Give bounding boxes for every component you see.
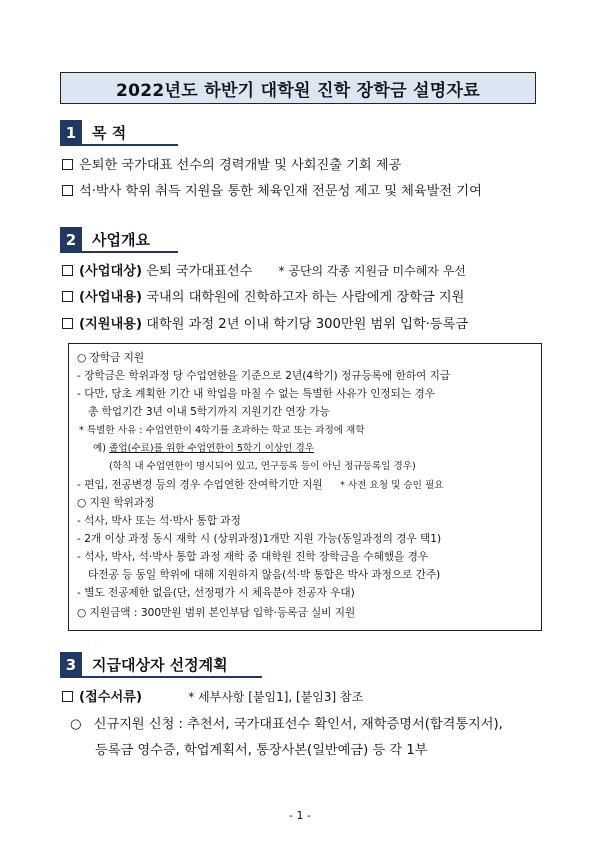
checkbox-icon	[62, 691, 73, 702]
details-box: ○ 장학금 지원 - 장학금은 학위과정 당 수업연한을 기준으로 2년(4학기) 정규등록에 한하여 지급 - 다만, 당초 계획한 기간 내 학업을 마칠 수 없는 특별한 사유가 인정되는 경우 총 학업기간 3년 이내 5학기까지 지원기간 연장 가능 * 특별한 사유 : 수업연한이 4학기를 초과하는 학교 또는 과정에 재학 예) 졸업(수료)를 위한 수업연한이 5학기 이상인 경우 (학칙 내 수업연한이 명시되어 있고, 연구등록 등이 아닌 정규등록일 경우) - 편입, 전공변경 등의 경우 수업연한 잔여학기만 지원 * 사전 요청 및 승인 필요 ○ 지원 학위과정 - 석사, 박사 또는 석·박사 통합 과정 - 2개 이상 과정 동시 재학 시 (상위과정)1개만 지원 가능(동일과정의 경우 택1) - 석사, 박사, 석·박사 통합 과정 재학 중 대학원 진학 장학금을 수혜했을 경우 타전공 등 동일 학위에 대해 지원하지 않음(석·박 통합은 박사 과정으로 간주) - 별도 전공제한 없음(단, 선정평가 시 체육분야 전공자 우대) ○ 지원금액 : 300만원 범위 본인부담 입학·등록금 실비 지원	[68, 343, 542, 631]
section-label: 지급대상자 선정계획	[82, 652, 262, 678]
purpose-item: 석·박사 학위 취득 지원을 통한 체육인재 전문성 제고 및 체육발전 기여	[62, 183, 482, 201]
section-number: 3	[60, 652, 82, 678]
section-label: 목 적	[82, 120, 178, 146]
checkbox-icon	[62, 265, 73, 276]
section-number: 2	[60, 227, 82, 253]
checkbox-icon	[62, 291, 73, 302]
page-title: 2022년도 하반기 대학원 진학 장학금 설명자료	[60, 72, 536, 104]
section-number: 1	[60, 120, 82, 146]
overview-item: (사업대상) 은퇴 국가대표선수 * 공단의 각종 지원금 미수혜자 우선	[62, 262, 466, 281]
circle-bullet-icon: ○	[70, 717, 82, 732]
transfer-line: - 편입, 전공변경 등의 경우 수업연한 잔여학기만 지원 * 사전 요청 및 승인 필요	[77, 479, 444, 491]
checkbox-icon	[62, 318, 73, 329]
checkbox-icon	[62, 185, 73, 196]
purpose-item: 은퇴한 국가대표 선수의 경력개발 및 사회진출 기회 제공	[62, 157, 401, 175]
section-header-purpose	[60, 120, 178, 146]
section-header-selection	[60, 652, 262, 678]
example-line: 예) 졸업(수료)를 위한 수업연한이 5학기 이상인 경우	[93, 443, 314, 454]
page-number: - 1 -	[289, 809, 311, 822]
section-header-overview	[60, 227, 178, 253]
checkbox-icon	[62, 159, 73, 170]
overview-item: (지원내용) 대학원 과정 2년 이내 학기당 300만원 범위 입학·등록금	[62, 316, 468, 334]
section-label: 사업개요	[82, 227, 178, 253]
selection-item: ○ 신규지원 신청 : 추천서, 국가대표선수 확인서, 재학증명서(합격통지서),	[70, 717, 503, 732]
selection-docs: (접수서류) * 세부사항 [붙임1], [붙임3] 참조	[62, 688, 363, 707]
overview-item: (사업내용) 국내의 대학원에 진학하고자 하는 사람에게 장학금 지원	[62, 289, 464, 307]
